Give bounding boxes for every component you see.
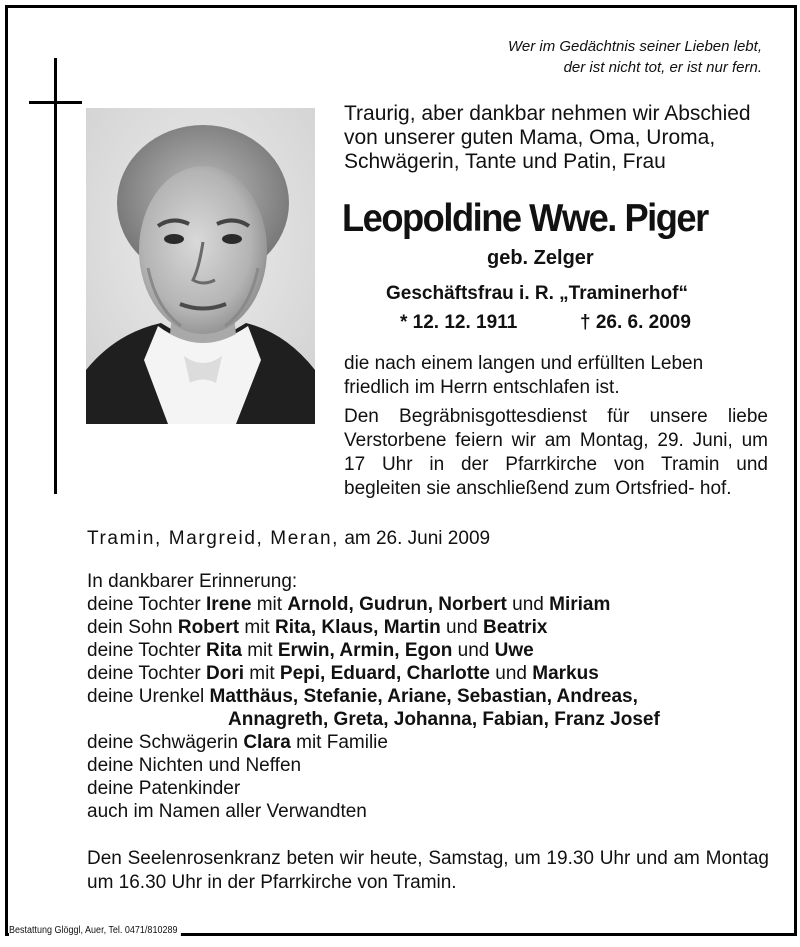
mourner-relation: und <box>506 594 550 615</box>
mourner-names: Irene <box>206 594 252 615</box>
mourner-names: Beatrix <box>483 617 548 638</box>
mourner-line <box>87 777 777 800</box>
mourner-relation: und <box>490 663 533 684</box>
rosary-text: Den Seelenrosenkranz beten wir heute, Samstag, um 19.30 Uhr und am Montag um 16.30 Uhr in der Pfarrkirche von Tramin. <box>87 848 769 893</box>
portrait-image <box>86 108 315 424</box>
mourner-relation: deine Urenkel <box>87 686 210 707</box>
mourner-relation: deine Tochter <box>87 663 207 684</box>
occupation: Geschäftsfrau i. R. „Traminerhof“ <box>386 283 688 304</box>
memorial-quote <box>470 36 762 78</box>
mourner-names: Miriam <box>549 594 611 615</box>
mourner-relation: deine Tochter <box>87 594 207 615</box>
passing-text: die nach einem langen und erfüllten Leben friedlich im Herrn entschlafen ist. <box>344 353 704 398</box>
portrait-photo <box>86 108 315 424</box>
mourners-heading: In dankbarer Erinnerung: <box>87 571 298 592</box>
mourner-names: Uwe <box>494 640 534 661</box>
mourner-relation: und <box>440 617 483 638</box>
mourner-names: Robert <box>177 617 240 638</box>
mourner-relation: deine Tochter <box>87 640 207 661</box>
mourner-names: Annagreth, Greta, Johanna, Fabian, Franz Josef <box>228 709 660 730</box>
places: Tramin, Margreid, Meran, <box>87 528 340 549</box>
mourner-line <box>87 616 777 639</box>
deceased-name: Leopoldine Wwe. Piger <box>342 197 708 240</box>
mourner-line <box>87 593 777 616</box>
mourner-line <box>87 639 777 662</box>
mourner-names: Dori <box>206 663 245 684</box>
mourner-relation: deine Nichten und Neffen <box>87 755 302 776</box>
mourner-relation: deine Schwägerin <box>87 732 244 753</box>
mourner-relation: dein Sohn <box>87 617 178 638</box>
funeral-home-credit: Bestattung Glöggl, Auer, Tel. 0471/810289 <box>9 925 181 936</box>
mourner-line <box>87 800 777 823</box>
cross-icon-vertical <box>54 58 57 494</box>
place-date-line <box>87 528 490 550</box>
intro-text: Traurig, aber dankbar nehmen wir Abschied von unserer guten Mama, Oma, Uroma, Schwägerin, Tante und Patin, Frau <box>344 102 751 173</box>
mourner-relation: mit <box>244 663 280 684</box>
mourners-block <box>87 570 777 823</box>
mourner-names: Rita <box>206 640 242 661</box>
mourner-relation: mit <box>241 640 278 661</box>
mourner-names: Matthäus, Stefanie, Ariane, Sebastian, Andreas, <box>209 686 638 707</box>
mourner-names: Rita, Klaus, Martin <box>274 617 441 638</box>
mourner-names: Arnold, Gudrun, Norbert <box>287 594 507 615</box>
birth-date: * 12. 12. 1911 <box>400 312 518 333</box>
quote-line-1: Wer im Gedächtnis seiner Lieben lebt, <box>507 38 762 55</box>
mourner-relation: mit Familie <box>290 732 388 753</box>
mourner-line <box>87 754 777 777</box>
mourner-relation: deine Patenkinder <box>87 778 241 799</box>
mourner-relation: und <box>452 640 495 661</box>
maiden-name: geb. Zelger <box>487 247 594 269</box>
mourner-line <box>87 662 777 685</box>
funeral-service-text: Den Begräbnisgottesdienst für unsere liebe Verstorbene feiern wir am Montag, 29. Juni, um 17 Uhr in der Pfarrkirche von Tramin und begleiten sie anschließend zum Ortsfried- hof. <box>344 406 768 499</box>
cross-icon-horizontal <box>29 101 82 104</box>
mourner-names: Pepi, Eduard, Charlotte <box>279 663 490 684</box>
mourner-line <box>87 731 777 754</box>
quote-line-2: der ist nicht tot, er ist nur fern. <box>563 59 762 76</box>
mourner-names: Clara <box>243 732 291 753</box>
mourner-relation: mit <box>251 594 288 615</box>
mourner-relation: mit <box>239 617 275 638</box>
mourner-line <box>87 685 777 708</box>
death-date: † 26. 6. 2009 <box>580 312 691 333</box>
mourner-lines <box>87 593 777 823</box>
mourner-names: Erwin, Armin, Egon <box>277 640 453 661</box>
mourner-relation: auch im Namen aller Verwandten <box>87 801 367 822</box>
mourner-line <box>87 708 777 731</box>
mourner-names: Markus <box>532 663 599 684</box>
notice-date: am 26. Juni 2009 <box>344 528 491 549</box>
